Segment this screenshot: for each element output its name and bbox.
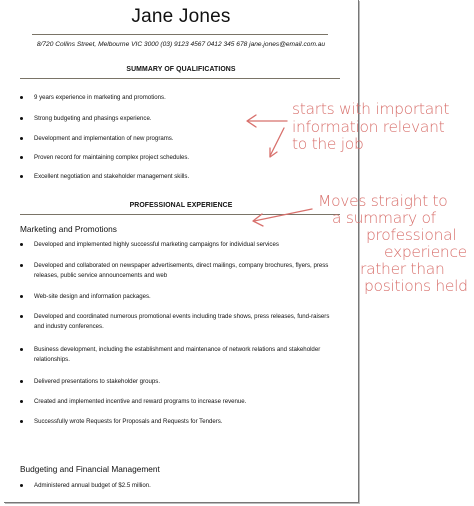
list-item: Business development, including the establishment and maintenance of network relations and stakeholder relationships.	[34, 345, 334, 364]
list-item: Created and implemented incentive and reward programs to increase revenue.	[34, 397, 334, 407]
annotation-note-qualifications: starts with important information relevant to the job	[292, 100, 450, 153]
list-item: Developed and coordinated numerous promotional events including trade shows, press releases, fund-raisers and industry conferences.	[34, 312, 334, 331]
list-item: Web-site design and information packages.	[34, 292, 334, 302]
list-item: Administered annual budget of $2.5 million.	[34, 481, 334, 491]
list-item: Excellent negotiation and stakeholder management skills.	[34, 172, 334, 182]
list-item: Development and implementation of new programs.	[34, 134, 334, 144]
list-item: Delivered presentations to stakeholder groups.	[34, 377, 334, 387]
list-item: Developed and collaborated on newspaper advertisements, direct mailings, company brochures, flyers, press releases, public service announcements and web	[34, 261, 334, 280]
resume-name: Jane Jones	[131, 6, 231, 27]
marketing-heading: Marketing and Promotions	[20, 224, 117, 234]
budgeting-heading: Budgeting and Financial Management	[20, 464, 160, 474]
summary-title: SUMMARY OF QUALIFICATIONS	[126, 66, 236, 73]
list-item: 9 years experience in marketing and promotions.	[34, 93, 334, 103]
annotation-note-experience: Moves straight to a summary of professional experience rather than positions held	[318, 192, 468, 295]
contact-line: 8/720 Collins Street, Melbourne VIC 3000 (03) 9123 4567 0412 345 678 jane.jones@email.com.au	[36, 41, 326, 48]
list-item: Successfully wrote Requests for Proposals and Requests for Tenders.	[34, 417, 334, 427]
list-item: Developed and implemented highly successful marketing campaigns for individual services	[34, 240, 334, 250]
list-item: Strong budgeting and phasings experience.	[34, 114, 334, 124]
list-item: Proven record for maintaining complex project schedules.	[34, 153, 334, 163]
arrow-to-experience	[254, 209, 312, 221]
experience-title: PROFESSIONAL EXPERIENCE	[129, 202, 233, 209]
